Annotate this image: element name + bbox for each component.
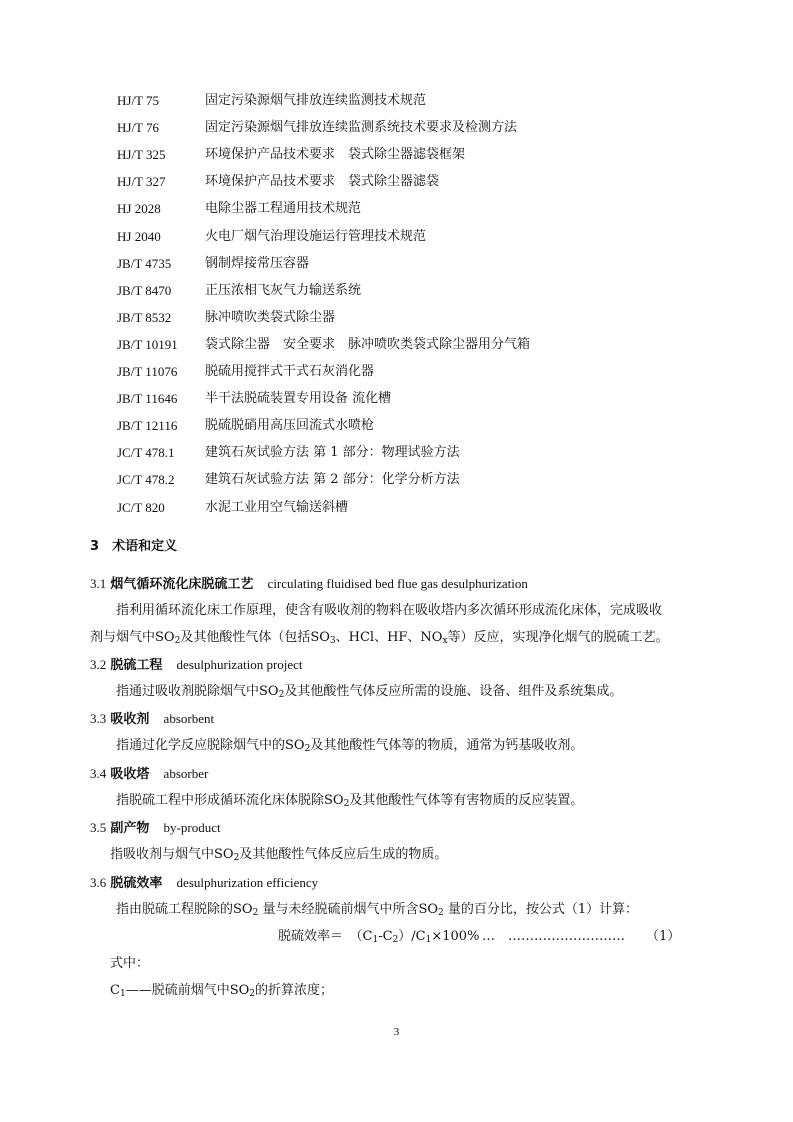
subscript: 2: [438, 908, 444, 918]
def-text: 指由脱硫工程脱除的SO: [116, 902, 253, 917]
standard-code: JC/T 478.2: [117, 472, 175, 488]
term-number: 3.1: [90, 576, 107, 591]
term-number: 3.4: [90, 766, 107, 781]
def-text: 剂与烟气中SO: [90, 630, 175, 645]
standard-code: JB/T 8532: [117, 309, 172, 325]
standard-title: 环境保护产品技术要求 袋式除尘器滤袋框架: [205, 147, 466, 163]
term-3-2-definition: [116, 682, 622, 702]
where-label: 式中：: [110, 956, 150, 971]
standard-title: 脱硫脱硝用高压回流式水喷枪: [205, 418, 375, 434]
standard-title: 半干法脱硫装置专用设备 流化槽: [205, 391, 392, 407]
term-number: 3.3: [90, 711, 107, 726]
c1-definition: [110, 981, 333, 1001]
def-text: 量的百分比，按公式（1）计算：: [443, 902, 639, 917]
standard-title: 建筑石灰试验方法 第 2 部分：化学分析方法: [205, 472, 460, 488]
formula-leader-dots: … ………………………: [482, 929, 626, 944]
standard-code: JC/T 820: [117, 499, 165, 515]
subscript: 2: [304, 744, 311, 754]
subscript: 3: [329, 636, 336, 646]
def-text: 、HCl、HF、NO: [335, 630, 443, 645]
standard-code: JB/T 12116: [117, 418, 178, 434]
def-text: 指脱硫工程中形成循环流化床体脱除SO: [116, 793, 344, 808]
term-number: 3.2: [90, 657, 107, 672]
def-text: ——脱硫前烟气中SO: [125, 983, 250, 998]
term-3-4-heading: [90, 764, 208, 784]
standard-code: HJ/T 325: [117, 147, 166, 163]
term-3-3-definition: [116, 736, 583, 756]
def-text: 及其他酸性气体反应后生成的物质。: [239, 847, 448, 862]
standard-code: JB/T 4735: [117, 255, 172, 271]
formula-equation-number: （1）: [646, 929, 681, 944]
formula-part: （C: [356, 929, 373, 944]
term-chinese: 烟气循环流化床脱硫工艺: [110, 577, 254, 592]
term-chinese: 吸收塔: [110, 767, 150, 782]
term-english: circulating fluidised bed flue gas desulphurization: [267, 576, 528, 591]
def-text: 指通过化学反应脱除烟气中的SO: [116, 738, 305, 753]
term-chinese: 吸收剂: [110, 712, 150, 727]
def-text: 的折算浓度；: [255, 983, 334, 998]
subscript: 2: [343, 799, 350, 809]
formula-lhs: 脱硫效率＝: [278, 929, 344, 944]
def-text: 及其他酸性气体等有害物质的反应装置。: [349, 793, 584, 808]
term-3-5-definition: [110, 845, 447, 865]
standard-code: HJ/T 327: [117, 174, 166, 190]
term-english: absorbent: [163, 711, 215, 726]
def-text: 量与未经脱硫前烟气中所含SO: [258, 902, 439, 917]
term-3-1-definition-line2: [90, 628, 669, 648]
subscript: 1: [119, 989, 126, 999]
term-3-3-heading: [90, 709, 214, 729]
formula-part: ×100%: [431, 929, 480, 944]
def-text: 及其他酸性气体（包括SO: [180, 630, 330, 645]
term-chinese: 脱硫效率: [110, 876, 163, 891]
standard-title: 火电厂烟气治理设施运行管理技术规范: [205, 228, 427, 244]
def-text: 指吸收剂与烟气中SO: [110, 847, 234, 862]
term-chinese: 脱硫工程: [110, 658, 163, 673]
standard-code: HJ 2028: [117, 201, 161, 217]
symbol: C: [110, 983, 120, 998]
standard-title: 环境保护产品技术要求 袋式除尘器滤袋: [205, 174, 440, 190]
standard-code: HJ 2040: [117, 228, 161, 244]
standard-code: JB/T 11076: [117, 364, 178, 379]
def-text: 及其他酸性气体反应所需的设施、设备、组件及系统集成。: [284, 684, 623, 699]
term-3-1-definition-line1: 指利用循环流化床工作原理，使含有吸收剂的物料在吸收塔内多次循环形成流化床体，完成吸收: [116, 603, 663, 618]
subscript: 2: [233, 853, 240, 863]
formula-part: -C: [378, 929, 393, 944]
term-number: 3.5: [90, 820, 107, 835]
standard-title: 钢制焊接常压容器: [205, 255, 310, 271]
term-3-1-heading: [90, 574, 528, 594]
subscript: 2: [392, 935, 399, 945]
page-number: 3: [393, 1026, 400, 1038]
subscript: x: [442, 636, 448, 646]
def-text: 及其他酸性气体等的物质，通常为钙基吸收剂。: [310, 738, 584, 753]
standard-code: HJ/T 76: [117, 120, 160, 136]
standard-code: HJ/T 75: [117, 93, 160, 108]
standard-code: JB/T 8470: [117, 282, 172, 298]
term-english: desulphurization efficiency: [176, 875, 319, 890]
def-text: 指通过吸收剂脱除烟气中SO: [116, 684, 279, 699]
subscript: 2: [252, 908, 259, 918]
term-3-4-definition: [116, 791, 583, 811]
term-english: by-product: [163, 820, 221, 835]
section-title: 术语和定义: [112, 539, 178, 554]
def-text: 等）反应，实现净化烟气的脱硫工艺。: [447, 630, 669, 645]
standard-title: 脉冲喷吹类袋式除尘器: [205, 309, 336, 325]
subscript: 2: [174, 636, 181, 646]
standard-title: 正压浓相飞灰气力输送系统: [205, 282, 362, 298]
formula-part: ）/C: [398, 929, 426, 944]
term-chinese: 副产物: [110, 821, 150, 836]
term-3-6-definition: [116, 900, 638, 920]
standard-title: 固定污染源烟气排放连续监测技术规范: [205, 93, 427, 108]
section-number: 3: [90, 539, 100, 554]
standard-title: 脱硫用搅拌式干式石灰消化器: [205, 364, 375, 379]
subscript: 1: [372, 935, 379, 945]
term-english: absorber: [163, 766, 209, 781]
efficiency-formula: [278, 927, 479, 947]
standard-title: 建筑石灰试验方法 第 1 部分：物理试验方法: [205, 445, 460, 461]
term-english: desulphurization project: [176, 657, 303, 672]
term-3-5-heading: [90, 818, 221, 838]
term-number: 3.6: [90, 875, 107, 890]
subscript: 2: [249, 989, 255, 999]
standard-title: 电除尘器工程通用技术规范: [205, 201, 362, 217]
standard-title: 固定污染源烟气排放连续监测系统技术要求及检测方法: [205, 120, 518, 136]
term-3-2-heading: [90, 655, 303, 675]
standard-code: JC/T 478.1: [117, 445, 175, 461]
standard-title: 袋式除尘器 安全要求 脉冲喷吹类袋式除尘器用分气箱: [205, 336, 531, 352]
term-3-6-heading: [90, 873, 318, 893]
standard-title: 水泥工业用空气输送斜槽: [205, 499, 349, 515]
standard-code: JB/T 11646: [117, 391, 178, 407]
subscript: 2: [278, 690, 285, 700]
subscript: 1: [425, 935, 432, 945]
section-heading: [90, 537, 177, 557]
standard-code: JB/T 10191: [117, 336, 178, 352]
